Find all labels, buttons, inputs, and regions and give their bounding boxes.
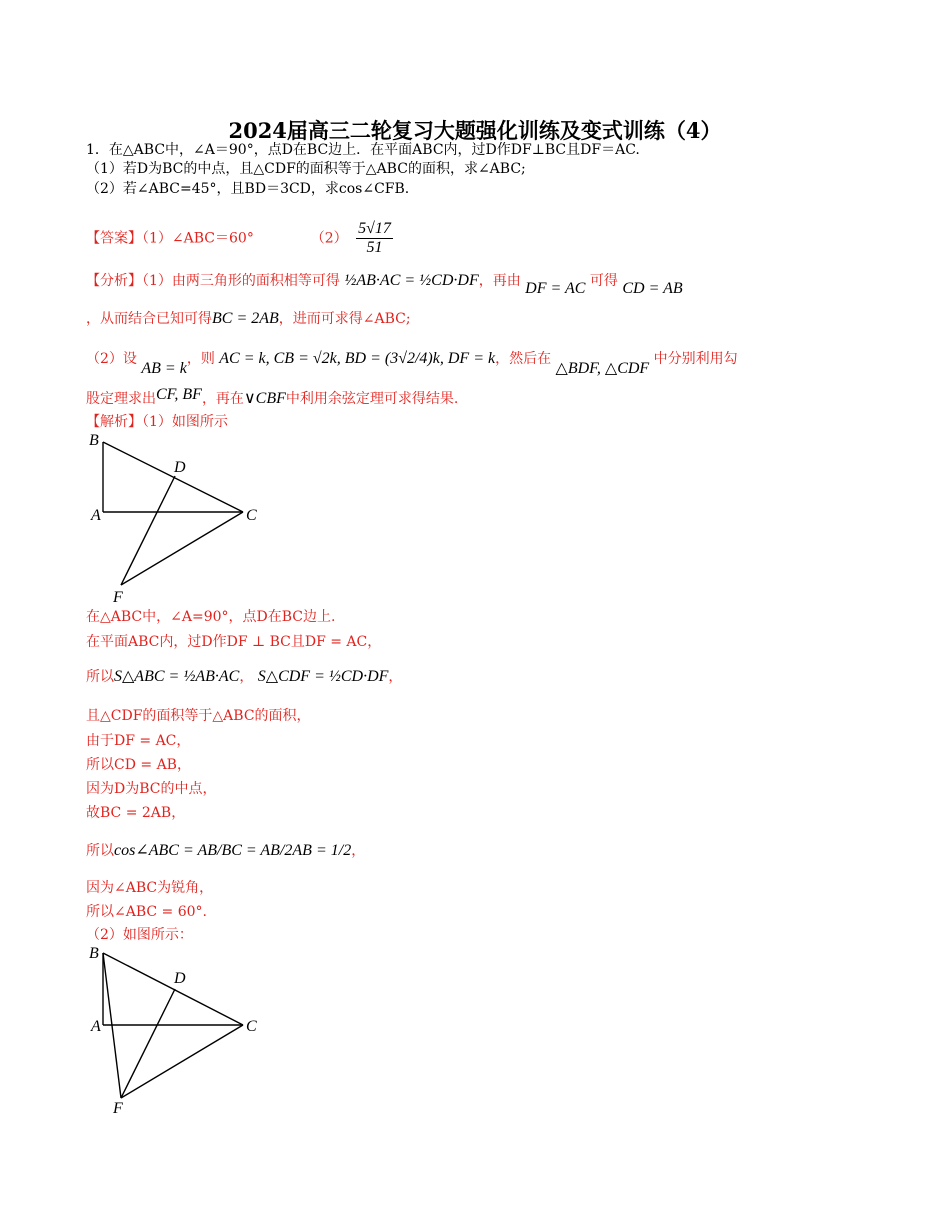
answer-part1: （1）∠ABC＝60° xyxy=(142,230,254,247)
solution-header xyxy=(86,413,228,431)
label-a: A xyxy=(91,507,101,524)
label-d: D xyxy=(174,970,186,987)
analysis-text: （2）设 xyxy=(86,351,137,367)
answer-line xyxy=(86,220,393,257)
triangle-figure-2 xyxy=(86,943,266,1118)
solution-text: 所以 xyxy=(86,669,114,685)
answer-numerator: 5√17 xyxy=(358,220,391,237)
analysis-text: ，进而可求得∠ABC; xyxy=(278,311,411,327)
analysis-text: （1）由两三角形的面积相等可得 xyxy=(142,273,340,289)
solution-line-5: 由于DF = AC， xyxy=(86,733,191,749)
math-formula: S△CDF = ½CD·DF xyxy=(257,668,389,685)
analysis-line-2 xyxy=(86,310,411,328)
label-d: D xyxy=(174,459,186,476)
question-stem: 1．在△ABC中，∠A＝90°，点D在BC边上．在平面ABC内，过D作DF⊥BC且DF＝AC. xyxy=(86,142,640,158)
solution-line-9 xyxy=(86,842,365,860)
segment-bc xyxy=(103,442,243,512)
solution-line-8: 故BC = 2AB， xyxy=(86,805,186,821)
label-c: C xyxy=(246,1018,257,1035)
analysis-text: ，然后在 xyxy=(495,351,552,367)
solution-line-2: 在平面ABC内，过D作DF ⊥ BC且DF = AC， xyxy=(86,634,382,650)
solution-text: ， xyxy=(388,669,403,685)
label-f: F xyxy=(113,1100,123,1117)
label-b: B xyxy=(89,945,99,962)
math-formula: CD = AB xyxy=(622,280,683,297)
analysis-text: ，则 xyxy=(186,351,215,367)
math-formula: DF = AC xyxy=(525,280,586,297)
answer-part2-label: （2） xyxy=(310,230,348,247)
analysis-text: 股定理求出 xyxy=(86,391,156,407)
solution-text: ， xyxy=(239,669,254,685)
math-formula: S△ABC = ½AB·AC xyxy=(114,668,240,685)
analysis-line-4 xyxy=(86,386,459,408)
solution-line-3 xyxy=(86,668,402,686)
solution-line-7: 因为D为BC的中点， xyxy=(86,781,217,797)
analysis-line-3 xyxy=(86,350,738,377)
solution-text: 所以 xyxy=(86,843,114,859)
label-a: A xyxy=(91,1018,101,1035)
math-formula: cos∠ABC = AB/BC = AB/2AB = 1/2 xyxy=(114,842,352,859)
analysis-text: ，再由 xyxy=(478,273,521,289)
analysis-text: ，再在 xyxy=(201,391,244,407)
math-formula: ∨CBF xyxy=(243,390,286,407)
analysis-text: 中利用余弦定理可求得结果. xyxy=(285,391,459,407)
triangle-figure-1 xyxy=(86,430,266,605)
question-part1: （1）若D为BC的中点，且△CDF的面积等于△ABC的面积，求∠ABC; xyxy=(86,161,526,177)
analysis-text: ，从而结合已知可得 xyxy=(86,311,212,327)
label-f: F xyxy=(113,589,123,606)
solution-part1-intro: （1）如图所示 xyxy=(142,414,228,430)
math-formula: AB = k xyxy=(141,360,187,377)
solution-line-4: 且△CDF的面积等于△ABC的面积， xyxy=(86,708,311,724)
solution-line-1: 在△ABC中，∠A=90°，点D在BC边上. xyxy=(86,609,336,625)
math-formula: CF, BF xyxy=(156,386,202,403)
question-part2: （2）若∠ABC=45°，且BD＝3CD，求cos∠CFB. xyxy=(86,181,410,197)
answer-denominator: 51 xyxy=(366,239,383,256)
math-formula: AC = k, CB = √2k, BD = (3√2/4)k, DF = k xyxy=(219,350,496,367)
math-formula: BC = 2AB xyxy=(212,310,279,327)
solution-line-6: 所以CD = AB， xyxy=(86,757,191,773)
label-c: C xyxy=(246,507,257,524)
analysis-text: 中分别利用勾 xyxy=(653,351,738,367)
page-title: 2024届高三二轮复习大题强化训练及变式训练（4） xyxy=(228,118,722,143)
solution-tag: 【解析】 xyxy=(86,414,142,430)
analysis-line-1 xyxy=(86,272,683,297)
segment-bc xyxy=(103,953,243,1025)
solution-part2-intro: （2）如图所示： xyxy=(86,927,193,943)
analysis-tag: 【分析】 xyxy=(86,273,142,289)
solution-line-11: 所以∠ABC = 60°. xyxy=(86,904,207,920)
label-b: B xyxy=(89,432,99,449)
answer-tag: 【答案】 xyxy=(86,230,142,247)
solution-line-10: 因为∠ABC为锐角， xyxy=(86,880,214,896)
analysis-text: 可得 xyxy=(589,273,618,289)
answer-fraction xyxy=(356,220,393,257)
solution-text: ， xyxy=(351,843,366,859)
math-formula: △BDF, △CDF xyxy=(555,360,650,377)
math-formula: ½AB·AC = ½CD·DF xyxy=(344,272,479,289)
